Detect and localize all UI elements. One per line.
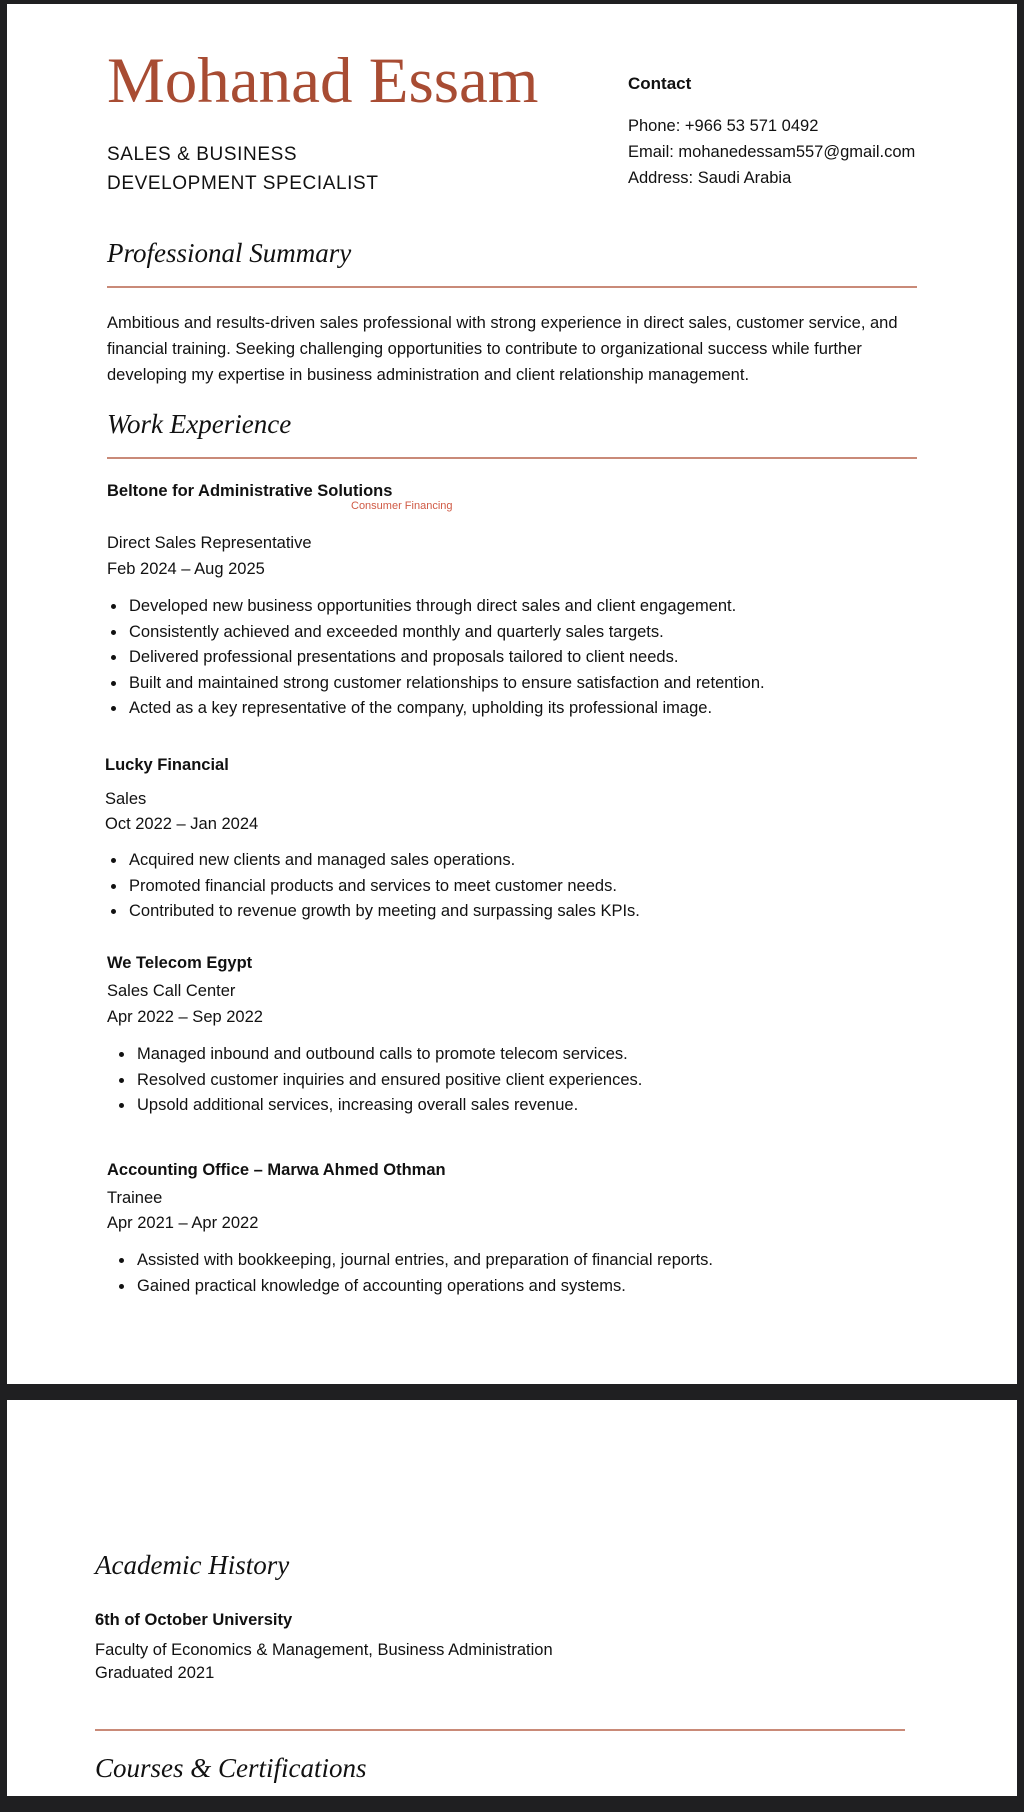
academic-heading: Academic History [95,1550,290,1580]
list-item: • Developed new business opportunities through direct sales and client engagement. [127,594,765,620]
experience-divider [107,457,917,459]
list-item: • Managed inbound and outbound calls to promote telecom services. [135,1042,642,1068]
job-company: We Telecom Egypt [107,954,253,972]
job-dates: Feb 2024 – Aug 2025 [107,560,265,578]
job-title-line-1: SALES & BUSINESS [107,144,298,165]
job-bullets [115,1248,713,1299]
list-item: • Built and maintained strong customer relationships to ensure satisfaction and retention. [127,671,765,697]
resume-page-2 [7,1400,1017,1796]
list-item: • Resolved customer inquiries and ensured positive client experiences. [135,1068,642,1094]
list-item: • Acquired new clients and managed sales operations. [127,848,640,874]
courses-heading: Courses & Certifications [95,1753,367,1783]
experience-heading: Work Experience [107,409,292,439]
job-company: Beltone for Administrative Solutions [107,482,393,500]
job-bullets [107,594,765,722]
graduation-line: Graduated 2021 [95,1664,215,1682]
job-company: Lucky Financial [105,756,229,774]
list-item: • Contributed to revenue growth by meeting and surpassing sales KPIs. [127,899,640,925]
job-dates: Apr 2022 – Sep 2022 [107,1008,263,1026]
contact-address: Address: Saudi Arabia [628,169,792,187]
contact-heading: Contact [628,74,692,93]
academic-divider [95,1729,905,1731]
list-item: • Acted as a key representative of the company, upholding its professional image. [127,696,765,722]
job-role: Sales [105,790,147,808]
job-dates: Oct 2022 – Jan 2024 [105,815,259,833]
job-bullets [115,1042,642,1119]
list-item: • Delivered professional presentations and proposals tailored to client needs. [127,645,765,671]
list-item: • Assisted with bookkeeping, journal entries, and preparation of financial reports. [135,1248,713,1274]
resume-page-1 [7,4,1017,1384]
job-role: Direct Sales Representative [107,534,312,552]
job-dates: Apr 2021 – Apr 2022 [107,1214,259,1232]
list-item: • Gained practical knowledge of accounting operations and systems. [135,1274,713,1300]
job-title [107,140,379,198]
job-role: Sales Call Center [107,982,236,1000]
candidate-name: Mohanad Essam [107,45,539,117]
list-item: • Upsold additional services, increasing overall sales revenue. [135,1093,642,1119]
job-company: Accounting Office – Marwa Ahmed Othman [107,1161,446,1179]
list-item: • Consistently achieved and exceeded monthly and quarterly sales targets. [127,620,765,646]
job-role: Trainee [107,1189,163,1207]
job-title-line-2: DEVELOPMENT SPECIALIST [107,173,379,194]
faculty-line: Faculty of Economics & Management, Business Administration [95,1641,553,1659]
school-name: 6th of October University [95,1611,293,1629]
job-bullets [107,848,640,925]
summary-heading: Professional Summary [107,238,352,268]
contact-phone: Phone: +966 53 571 0492 [628,117,819,135]
summary-divider [107,286,917,288]
contact-email: Email: mohanedessam557@gmail.com [628,143,916,161]
summary-text: Ambitious and results-driven sales professional with strong experience in direct sales, customer service, and financial training. Seeking challenging opportunities to contribute to organizational success while further developing my expertise in business administration and client relationship management. [107,314,898,384]
job-industry-tag: Consumer Financing [351,500,453,512]
list-item: • Promoted financial products and services to meet customer needs. [127,874,640,900]
